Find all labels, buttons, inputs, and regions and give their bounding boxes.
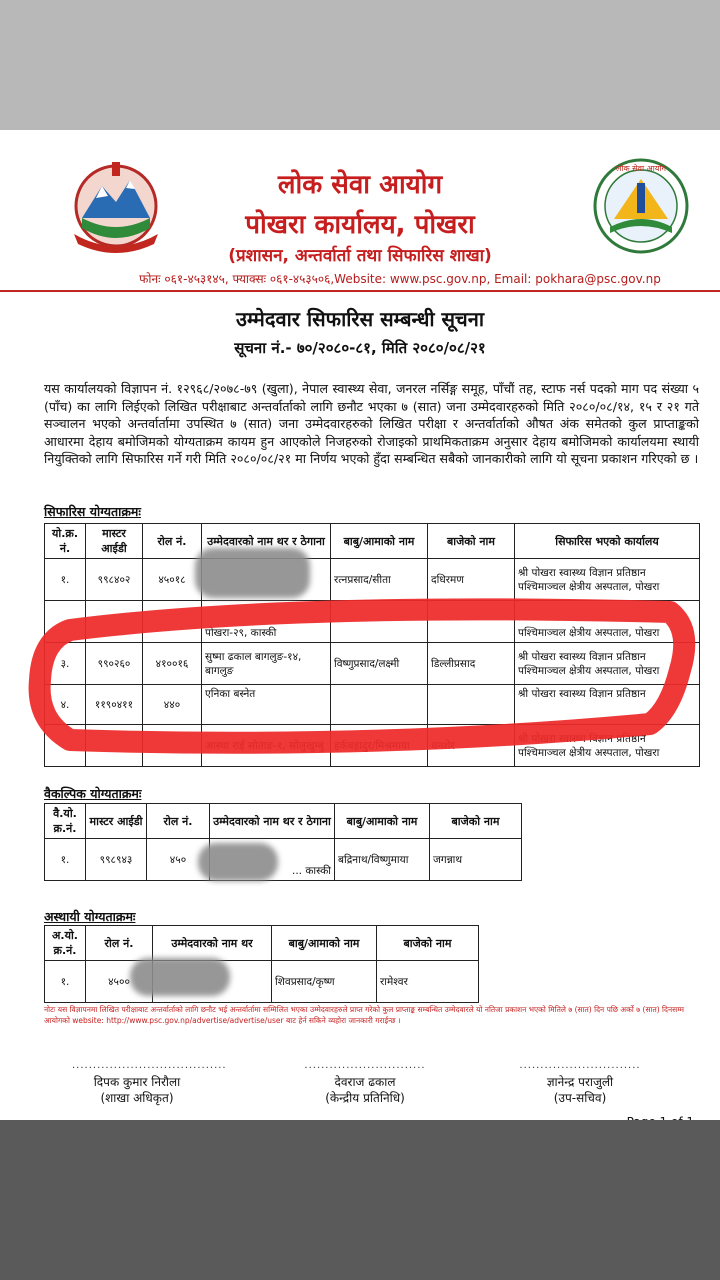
col-header: बाजेको नाम	[428, 524, 515, 559]
col-header: उम्मेदवारको नाम थर र ठेगाना	[202, 524, 331, 559]
col-header: उम्मेदवारको नाम थर र ठेगाना	[210, 804, 335, 839]
cell: १.	[45, 559, 86, 601]
table-row	[45, 839, 522, 881]
section-temporary-title: अस्थायी योग्यताक्रमः	[44, 909, 136, 924]
branch-name: (प्रशासन, अन्तर्वार्ता तथा सिफारिस शाखा)	[228, 246, 492, 266]
cell: ४५००	[86, 961, 153, 1003]
table-header-row	[45, 804, 522, 839]
section-alternate-title: वैकल्पिक योग्यताक्रमः	[44, 786, 142, 801]
notice-title: उम्मेदवार सिफारिस सम्बन्धी सूचना	[235, 307, 485, 331]
redaction-blur	[130, 958, 230, 996]
signature-2: ............................. देवराज ढकाल (केन्द्रीय प्रतिनिधि)	[300, 1058, 430, 1106]
bottom-bar	[0, 1120, 720, 1280]
cell: श्री पोखरा स्वास्थ्य विज्ञान प्रतिष्ठान	[515, 685, 700, 725]
cell: आस्था राई सोताङ-१, सोलुखुम्बु	[202, 725, 331, 767]
signatory-name: देवराज ढकाल	[334, 1075, 396, 1089]
col-header: बाजेको नाम	[430, 804, 522, 839]
signature-1: ..................................... दिपक कुमार निरौला (शाखा अधिकृत)	[72, 1060, 227, 1105]
cell: ४.	[45, 685, 86, 725]
cell: श्री पोखरा स्वास्थ्य विज्ञान प्रतिष्ठान पश्चिमाञ्चल क्षेत्रीय अस्पताल, पोखरा	[515, 643, 700, 685]
cell: दधिरमण	[428, 559, 515, 601]
cell: ३.	[45, 643, 86, 685]
col-header: बाबु/आमाको नाम	[331, 524, 428, 559]
cell: ९९८४०२	[86, 559, 143, 601]
table-row	[45, 961, 479, 1003]
redaction-blur	[198, 843, 278, 881]
col-header: रोल नं.	[147, 804, 210, 839]
section-recommended-title: सिफारिस योग्यताक्रमः	[44, 504, 141, 519]
col-header: वै.यो. क्र.नं.	[45, 804, 86, 839]
cell: ९९०२६०	[86, 643, 143, 685]
signatory-name: दिपक कुमार निरौला	[93, 1075, 181, 1089]
col-header: बाबु/आमाको नाम	[335, 804, 430, 839]
cell: रत्नप्रसाद/सीता	[331, 559, 428, 601]
cell: डिल्लीप्रसाद	[428, 643, 515, 685]
cell: जगन्नाथ	[430, 839, 522, 881]
cell: धनशेर	[428, 725, 515, 767]
table-header-row	[45, 926, 479, 961]
table-row	[45, 559, 700, 601]
office-name: पोखरा कार्यालय, पोखरा	[245, 210, 475, 240]
col-header: मास्टर आईडी	[86, 524, 143, 559]
cell: ... कास्की	[210, 839, 335, 881]
footnote: नोटः यस विज्ञापनमा लिखित परीक्षाबाट अन्तर्वार्ताको लागि छनौट भई अन्तर्वार्तामा सम्मिलित भएका उम्मेदवारहरुले प्राप्त गरेको कुल प्राप्ताङ्क सम्बन्धित उम्मेदवारले यो नतिजा प्रकाशन भएको मितिले ७ (सात) दिन पछि अर्को ७ (सात) दिनसम्म आयोगको website: http://www.psc.gov.np/advertise/advertise/user बाट हेर्न सकिने व्यहोरा जानकारी गराईन्छ ।	[44, 1005, 684, 1025]
cell: एनिका बस्नेत	[202, 685, 331, 725]
col-header: बाबु/आमाको नाम	[272, 926, 377, 961]
top-bar	[0, 0, 720, 130]
cell: श्री पोखरा स्वास्थ्य विज्ञान प्रतिष्ठान पश्चिमाञ्चल क्षेत्रीय अस्पताल, पोखरा	[515, 725, 700, 767]
signature-3: ............................. ज्ञानेन्द्र पराजुली (उप-सचिव)	[515, 1058, 645, 1106]
col-header: बाजेको नाम	[377, 926, 479, 961]
notice-number: सूचना नं.- ७०/२०८०-८१, मिति २०८०/०८/२१	[234, 339, 486, 357]
redaction-blur	[195, 548, 310, 598]
temporary-table	[44, 925, 479, 1003]
cell: ४५०	[147, 839, 210, 881]
cell: पश्चिमाञ्चल क्षेत्रीय अस्पताल, पोखरा	[515, 601, 700, 643]
notice-body: यस कार्यालयको विज्ञापन नं. १२९६८/२०७८-७९ (खुला), नेपाल स्वास्थ्य सेवा, जनरल नर्सिङ्ग समूह, पाँचौं तह, स्टाफ नर्स पदको माग पद संख्या ५ (पाँच) का लागि लिईएको लिखित परीक्षाबाट अन्तर्वार्ताको लागि छनौट भएका ७ (सात) जना उम्मेदवारहरुको मिति २०८०/०८/१४, १५ र २१ गते सञ्चालन भएको अन्तर्वार्तामा उपस्थित ७ (सात) जना उम्मेदवारहरुको लिखित परीक्षा र अन्तर्वार्ताको औषत अंक समेतको कुल प्राप्ताङ्कको आधारमा देहाय बमोजिमको योग्यताक्रम कायम हुन आएकोले निजहरुको रोजाइको प्राथमिकताक्रम अनुसार देहाय बमोजिमको कार्यालयमा स्थायी नियुक्तिको लागि सिफारिस गर्ने गरी मिति २०८०/०८/२१ मा निर्णय भएको हुँदा सम्बन्धित सबैको जानकारीको लागि यो सूचना प्रकाशन गरिएको छ ।	[44, 381, 699, 466]
contact-line: फोनः ०६१-४५३१४५, फ्याक्सः ०६१-४५३५०६,Website: www.psc.gov.np, Email: pokhara@psc.gov.np	[139, 272, 661, 286]
cell: ४४०	[143, 685, 202, 725]
col-header: सिफारिस भएको कार्यालय	[515, 524, 700, 559]
cell: ९९८९४३	[86, 839, 147, 881]
cell: श्री पोखरा स्वास्थ्य विज्ञान प्रतिष्ठान पश्चिमाञ्चल क्षेत्रीय अस्पताल, पोखरा	[515, 559, 700, 601]
cell: ४५०१८	[143, 559, 202, 601]
col-header: मास्टर आईडी	[86, 804, 147, 839]
signatory-role: (शाखा अधिकृत)	[100, 1091, 174, 1105]
cell: १.	[45, 961, 86, 1003]
col-header: उम्मेदवारको नाम थर	[153, 926, 272, 961]
cell: हर्कबहादुर/मिश्रमाया	[331, 725, 428, 767]
cell: शिवप्रसाद/कृष्ण	[272, 961, 377, 1003]
svg-text:लोक सेवा आयोग: लोक सेवा आयोग	[615, 164, 667, 173]
signatory-role: (उप-सचिव)	[553, 1091, 607, 1105]
header-divider	[0, 290, 720, 292]
col-header: रोल नं.	[86, 926, 153, 961]
col-header: यो.क्र. नं.	[45, 524, 86, 559]
org-name: लोक सेवा आयोग	[277, 170, 443, 200]
cell: ११९०४११	[86, 685, 143, 725]
alternate-table	[44, 803, 522, 881]
signatory-role: (केन्द्रीय प्रतिनिधि)	[325, 1091, 405, 1105]
cell: बद्रिनाथ/विष्णुमाया	[335, 839, 430, 881]
col-header: अ.यो. क्र.नं.	[45, 926, 86, 961]
table-header-row	[45, 524, 700, 559]
cell: रामेश्वर	[377, 961, 479, 1003]
red-marker-highlight	[30, 600, 690, 770]
cell: १.	[45, 839, 86, 881]
col-header: रोल नं.	[143, 524, 202, 559]
cell: सुष्मा ढकाल बागलुङ-१४, बागलुङ	[202, 643, 331, 685]
cell: विष्णुप्रसाद/लक्ष्मी	[331, 643, 428, 685]
cell: ४१००१६	[143, 643, 202, 685]
cell: पोखरा-२९, कास्की	[202, 601, 331, 643]
signatory-name: ज्ञानेन्द्र पराजुली	[546, 1075, 614, 1089]
document-page	[0, 130, 720, 1120]
